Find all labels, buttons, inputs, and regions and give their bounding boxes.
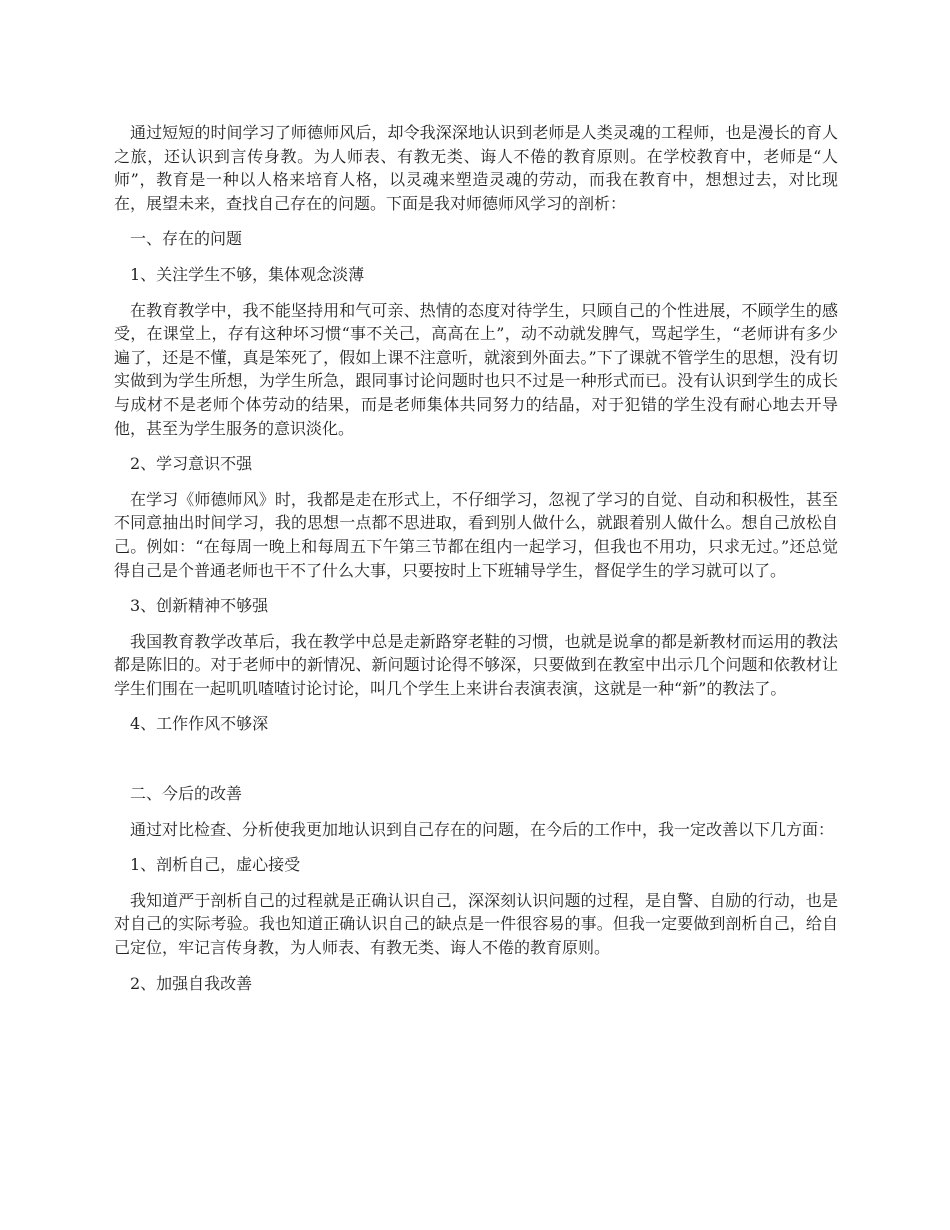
- subheading-care-for-students: 1、关注学生不够，集体观念淡薄: [130, 264, 365, 284]
- subheading-work-style: 4、工作作风不够深: [130, 714, 269, 734]
- subheading-self-improvement: 2、加强自我改善: [130, 973, 253, 993]
- intro-paragraph: 通过短短的时间学习了师德师风后，却令我深深地认识到老师是人类灵魂的工程师，也是漫长的育人之旅，还认识到言传身教。为人师表、有教无类、诲人不倦的教育原则。在学校教育中，老师是“人师”，教育是一种以人格来培育人格，以灵魂来塑造灵魂的劳动，而我在教育中，想想过去，对比现在，展望未来，查找自己存在的问题。下面是我对师德师风学习的剖析：: [114, 123, 838, 213]
- paragraph-improvement-intro: 通过对比检查、分析使我更加地认识到自己存在的问题，在今后的工作中，我一定改善以下几方面：: [130, 819, 835, 839]
- subheading-learning-awareness: 2、学习意识不强: [130, 454, 253, 474]
- paragraph-learning-awareness: 在学习《师德师风》时，我都是走在形式上，不仔细学习，忽视了学习的自觉、自动和积极性，甚至不同意抽出时间学习，我的思想一点都不思进取，看到别人做什么，就跟着别人做什么。想自己放松自己。例如：“在每周一晚上和每周五下午第三节都在组内一起学习，但我也不用功，只求无过。”还总觉得自己是个普通老师也干不了什么大事，只要按时上下班辅导学生，督促学生的学习就可以了。: [114, 489, 838, 580]
- section-heading-problems: 一、存在的问题: [130, 229, 243, 249]
- paragraph-self-analysis: 我知道严于剖析自己的过程就是正确认识自己，深深刻认识问题的过程，是自警、自励的行动，也是对自己的实际考验。我也知道正确认识自己的缺点是一件很容易的事。但我一定要做到剖析自己，给自己定位，牢记言传身教，为人师表、有教无类、诲人不倦的教育原则。: [114, 890, 838, 958]
- subheading-innovation: 3、创新精神不够强: [130, 596, 269, 616]
- subheading-self-analysis: 1、剖析自己，虚心接受: [130, 855, 301, 875]
- blank-spacer: [114, 748, 838, 782]
- paragraph-innovation: 我国教育教学改革后，我在教学中总是走新路穿老鞋的习惯，也就是说拿的都是新教材而运用的教法都是陈旧的。对于老师中的新情况、新问题讨论得不够深，只要做到在教室中出示几个问题和依教材让学生们围在一起叽叽喳喳讨论讨论，叫几个学生上来讲台表演表演，这就是一种“新”的教法了。: [114, 631, 838, 698]
- section-heading-improvement: 二、今后的改善: [130, 784, 243, 804]
- document-body: [114, 121, 838, 1007]
- paragraph-care-for-students: 在教育教学中，我不能坚持用和气可亲、热情的态度对待学生，只顾自己的个性进展，不顾学生的感受，在课堂上，存有这种坏习惯“事不关己，高高在上”，动不动就发脾气，骂起学生，“老师讲有多少遍了，还是不懂，真是笨死了，假如上课不注意听，就滚到外面去。”下了课就不管学生的思想，没有切实做到为学生所想，为学生所急，跟同事讨论问题时也只不过是一种形式而已。没有认识到学生的成长与成材不是老师个体劳动的结果，而是老师集体共同努力的结晶，对于犯错的学生没有耐心地去开导他，甚至为学生服务的意识淡化。: [114, 300, 838, 438]
